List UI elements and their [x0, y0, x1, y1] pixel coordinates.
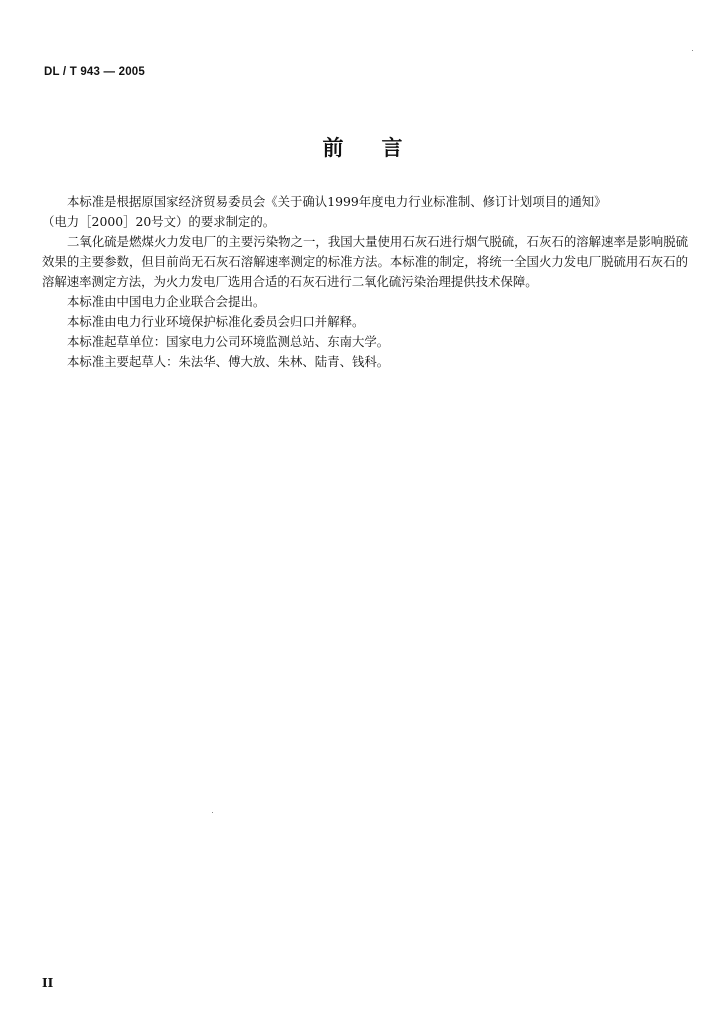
paragraph-background: 二氧化硫是燃煤火力发电厂的主要污染物之一，我国大量使用石灰石进行烟气脱硫，石灰石的溶解速率是影响脱硫效果的主要参数，但目前尚无石灰石溶解速率测定的标准方法。本标准的制定，将统一全国火力发电厂脱硫用石灰石的溶解速率测定方法，为火力发电厂选用合适的石灰石进行二氧化硫污染治理提供技术保障。: [42, 234, 688, 289]
paragraph-basis-cont: （电力［2000］20号文）的要求制定的。: [42, 214, 276, 229]
preface-body: [42, 192, 688, 372]
page-title: [0, 132, 725, 162]
paragraph-drafting-units: 本标准起草单位：国家电力公司环境监测总站、东南大学。: [67, 334, 390, 349]
page-number: II: [42, 976, 54, 990]
title-char-1: 前: [322, 136, 344, 160]
title-char-2: 言: [381, 136, 403, 160]
paragraph-proposer: 本标准由中国电力企业联合会提出。: [67, 294, 266, 309]
scan-speck: [212, 812, 213, 813]
scan-speck: [692, 50, 693, 51]
standard-code: DL / T 943 — 2005: [44, 66, 145, 78]
paragraph-administrator: 本标准由电力行业环境保护标准化委员会归口并解释。: [67, 314, 365, 329]
paragraph-basis: 本标准是根据原国家经济贸易委员会《关于确认1999年度电力行业标准制、修订计划项目的通知》: [67, 194, 607, 209]
paragraph-drafters: 本标准主要起草人：朱法华、傅大放、朱林、陆青、钱科。: [67, 354, 390, 369]
